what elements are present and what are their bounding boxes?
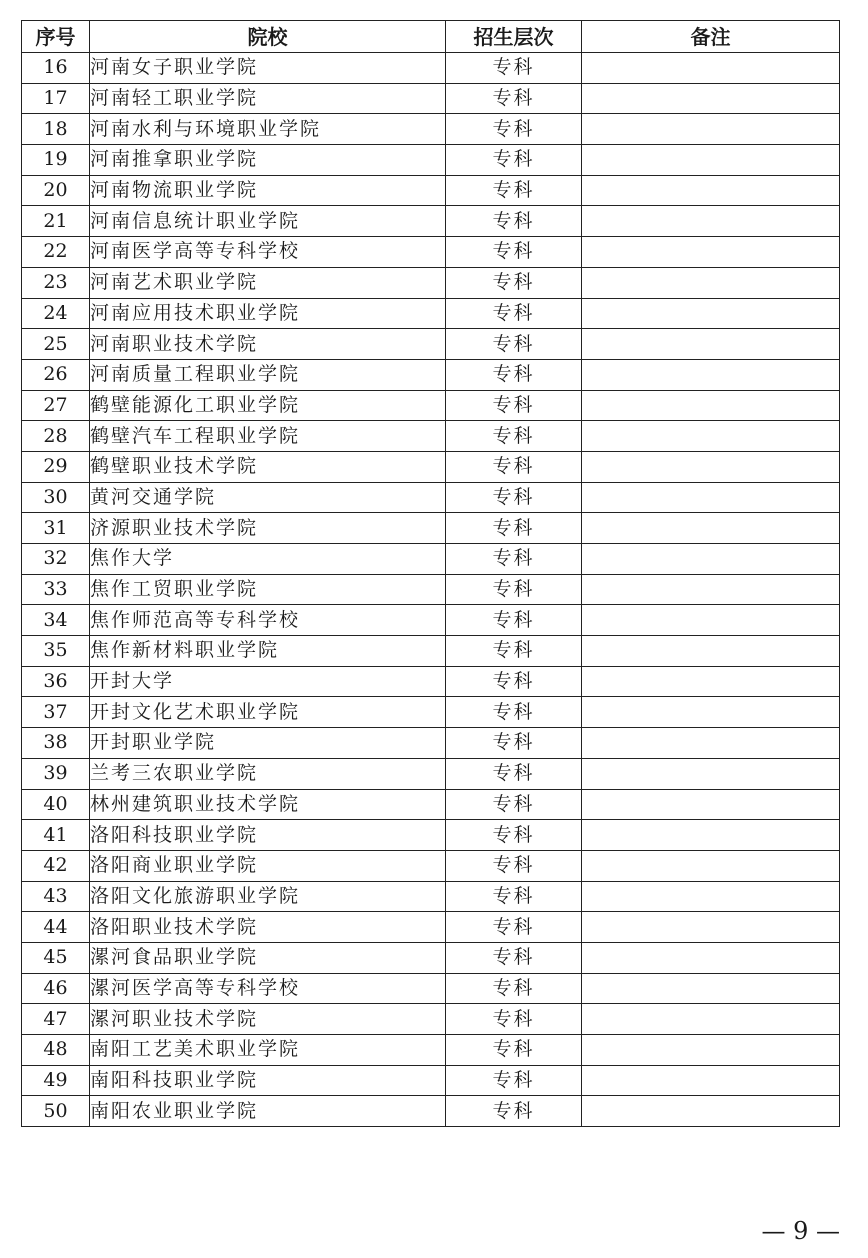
cell-school: 河南质量工程职业学院 <box>90 359 446 390</box>
cell-school: 焦作师范高等专科学校 <box>90 605 446 636</box>
cell-level: 专科 <box>446 881 582 912</box>
cell-level: 专科 <box>446 83 582 114</box>
cell-note <box>582 1096 840 1127</box>
cell-seq: 18 <box>22 114 90 145</box>
cell-seq: 42 <box>22 850 90 881</box>
cell-level: 专科 <box>446 114 582 145</box>
cell-level: 专科 <box>446 697 582 728</box>
cell-school: 洛阳职业技术学院 <box>90 912 446 943</box>
cell-seq: 16 <box>22 53 90 84</box>
cell-seq: 17 <box>22 83 90 114</box>
table-row <box>22 298 840 329</box>
table-row <box>22 1096 840 1127</box>
table-row <box>22 1035 840 1066</box>
cell-school: 河南推拿职业学院 <box>90 145 446 176</box>
cell-seq: 21 <box>22 206 90 237</box>
cell-seq: 26 <box>22 359 90 390</box>
table-row <box>22 145 840 176</box>
table-row <box>22 1065 840 1096</box>
cell-school: 焦作大学 <box>90 544 446 575</box>
cell-note <box>582 636 840 667</box>
table-row <box>22 451 840 482</box>
cell-note <box>582 820 840 851</box>
table-row <box>22 53 840 84</box>
table-row <box>22 881 840 912</box>
cell-note <box>582 574 840 605</box>
table-row <box>22 513 840 544</box>
cell-level: 专科 <box>446 912 582 943</box>
cell-school: 兰考三农职业学院 <box>90 758 446 789</box>
header-level: 招生层次 <box>446 21 582 53</box>
cell-school: 河南女子职业学院 <box>90 53 446 84</box>
table-row <box>22 912 840 943</box>
page-number: — 9 — <box>761 1217 840 1245</box>
cell-seq: 27 <box>22 390 90 421</box>
cell-seq: 25 <box>22 329 90 360</box>
cell-level: 专科 <box>446 1065 582 1096</box>
cell-note <box>582 267 840 298</box>
table-row <box>22 206 840 237</box>
table-row <box>22 728 840 759</box>
table-row <box>22 267 840 298</box>
cell-school: 河南水利与环境职业学院 <box>90 114 446 145</box>
cell-level: 专科 <box>446 206 582 237</box>
table-body <box>22 53 840 1127</box>
cell-school: 漯河食品职业学院 <box>90 942 446 973</box>
cell-seq: 50 <box>22 1096 90 1127</box>
cell-note <box>582 390 840 421</box>
cell-school: 南阳农业职业学院 <box>90 1096 446 1127</box>
cell-school: 河南应用技术职业学院 <box>90 298 446 329</box>
cell-level: 专科 <box>446 390 582 421</box>
table-row <box>22 942 840 973</box>
cell-seq: 19 <box>22 145 90 176</box>
cell-seq: 45 <box>22 942 90 973</box>
cell-seq: 38 <box>22 728 90 759</box>
cell-level: 专科 <box>446 513 582 544</box>
cell-seq: 49 <box>22 1065 90 1096</box>
cell-school: 济源职业技术学院 <box>90 513 446 544</box>
cell-level: 专科 <box>446 942 582 973</box>
cell-school: 河南艺术职业学院 <box>90 267 446 298</box>
cell-school: 河南轻工职业学院 <box>90 83 446 114</box>
table-header <box>22 21 840 53</box>
cell-seq: 24 <box>22 298 90 329</box>
cell-seq: 34 <box>22 605 90 636</box>
cell-school: 焦作新材料职业学院 <box>90 636 446 667</box>
cell-note <box>582 881 840 912</box>
cell-seq: 39 <box>22 758 90 789</box>
cell-level: 专科 <box>446 636 582 667</box>
cell-note <box>582 728 840 759</box>
cell-level: 专科 <box>446 820 582 851</box>
cell-school: 鹤壁职业技术学院 <box>90 451 446 482</box>
cell-note <box>582 513 840 544</box>
cell-note <box>582 666 840 697</box>
cell-seq: 30 <box>22 482 90 513</box>
cell-note <box>582 237 840 268</box>
cell-seq: 40 <box>22 789 90 820</box>
cell-level: 专科 <box>446 973 582 1004</box>
cell-note <box>582 298 840 329</box>
cell-note <box>582 83 840 114</box>
table-row <box>22 574 840 605</box>
cell-school: 漯河职业技术学院 <box>90 1004 446 1035</box>
cell-note <box>582 544 840 575</box>
cell-seq: 29 <box>22 451 90 482</box>
cell-school: 焦作工贸职业学院 <box>90 574 446 605</box>
cell-seq: 48 <box>22 1035 90 1066</box>
table-row <box>22 421 840 452</box>
cell-level: 专科 <box>446 145 582 176</box>
cell-note <box>582 1004 840 1035</box>
cell-seq: 44 <box>22 912 90 943</box>
cell-seq: 32 <box>22 544 90 575</box>
cell-note <box>582 758 840 789</box>
cell-seq: 31 <box>22 513 90 544</box>
cell-note <box>582 912 840 943</box>
school-roster-table <box>21 20 840 1127</box>
table-row <box>22 359 840 390</box>
cell-seq: 41 <box>22 820 90 851</box>
cell-school: 鹤壁汽车工程职业学院 <box>90 421 446 452</box>
cell-school: 鹤壁能源化工职业学院 <box>90 390 446 421</box>
table-row <box>22 237 840 268</box>
cell-seq: 35 <box>22 636 90 667</box>
cell-note <box>582 421 840 452</box>
table-row <box>22 83 840 114</box>
cell-note <box>582 145 840 176</box>
cell-school: 漯河医学高等专科学校 <box>90 973 446 1004</box>
cell-seq: 47 <box>22 1004 90 1035</box>
cell-school: 林州建筑职业技术学院 <box>90 789 446 820</box>
cell-seq: 33 <box>22 574 90 605</box>
cell-level: 专科 <box>446 359 582 390</box>
cell-seq: 46 <box>22 973 90 1004</box>
cell-level: 专科 <box>446 544 582 575</box>
table-row <box>22 850 840 881</box>
cell-note <box>582 973 840 1004</box>
header-note: 备注 <box>582 21 840 53</box>
table-row <box>22 329 840 360</box>
cell-school: 河南物流职业学院 <box>90 175 446 206</box>
cell-note <box>582 850 840 881</box>
header-seq: 序号 <box>22 21 90 53</box>
table-row <box>22 820 840 851</box>
table-row <box>22 390 840 421</box>
cell-level: 专科 <box>446 329 582 360</box>
cell-note <box>582 605 840 636</box>
cell-note <box>582 206 840 237</box>
header-row <box>22 21 840 53</box>
header-school: 院校 <box>90 21 446 53</box>
cell-school: 河南职业技术学院 <box>90 329 446 360</box>
cell-note <box>582 359 840 390</box>
cell-school: 开封大学 <box>90 666 446 697</box>
cell-level: 专科 <box>446 451 582 482</box>
table-row <box>22 758 840 789</box>
cell-seq: 36 <box>22 666 90 697</box>
cell-note <box>582 697 840 728</box>
cell-seq: 23 <box>22 267 90 298</box>
cell-note <box>582 329 840 360</box>
cell-level: 专科 <box>446 421 582 452</box>
table-row <box>22 789 840 820</box>
cell-note <box>582 789 840 820</box>
cell-level: 专科 <box>446 574 582 605</box>
cell-level: 专科 <box>446 666 582 697</box>
table-row <box>22 973 840 1004</box>
table-row <box>22 1004 840 1035</box>
cell-school: 南阳工艺美术职业学院 <box>90 1035 446 1066</box>
cell-note <box>582 942 840 973</box>
cell-level: 专科 <box>446 1035 582 1066</box>
cell-level: 专科 <box>446 237 582 268</box>
cell-level: 专科 <box>446 267 582 298</box>
cell-note <box>582 1065 840 1096</box>
cell-level: 专科 <box>446 175 582 206</box>
cell-school: 黄河交通学院 <box>90 482 446 513</box>
cell-school: 洛阳科技职业学院 <box>90 820 446 851</box>
cell-seq: 37 <box>22 697 90 728</box>
cell-school: 开封文化艺术职业学院 <box>90 697 446 728</box>
cell-school: 洛阳文化旅游职业学院 <box>90 881 446 912</box>
cell-school: 开封职业学院 <box>90 728 446 759</box>
cell-note <box>582 175 840 206</box>
table-row <box>22 636 840 667</box>
cell-level: 专科 <box>446 1004 582 1035</box>
cell-seq: 20 <box>22 175 90 206</box>
table-row <box>22 114 840 145</box>
table-row <box>22 482 840 513</box>
cell-note <box>582 451 840 482</box>
table-row <box>22 666 840 697</box>
cell-seq: 28 <box>22 421 90 452</box>
cell-level: 专科 <box>446 728 582 759</box>
cell-level: 专科 <box>446 850 582 881</box>
cell-school: 洛阳商业职业学院 <box>90 850 446 881</box>
cell-level: 专科 <box>446 53 582 84</box>
table-row <box>22 697 840 728</box>
cell-note <box>582 482 840 513</box>
table-row <box>22 175 840 206</box>
table-row <box>22 544 840 575</box>
cell-level: 专科 <box>446 1096 582 1127</box>
cell-level: 专科 <box>446 482 582 513</box>
cell-school: 河南医学高等专科学校 <box>90 237 446 268</box>
cell-level: 专科 <box>446 789 582 820</box>
cell-seq: 22 <box>22 237 90 268</box>
table-row <box>22 605 840 636</box>
cell-level: 专科 <box>446 758 582 789</box>
cell-level: 专科 <box>446 605 582 636</box>
cell-school: 南阳科技职业学院 <box>90 1065 446 1096</box>
cell-note <box>582 53 840 84</box>
cell-note <box>582 114 840 145</box>
cell-school: 河南信息统计职业学院 <box>90 206 446 237</box>
cell-seq: 43 <box>22 881 90 912</box>
cell-level: 专科 <box>446 298 582 329</box>
cell-note <box>582 1035 840 1066</box>
